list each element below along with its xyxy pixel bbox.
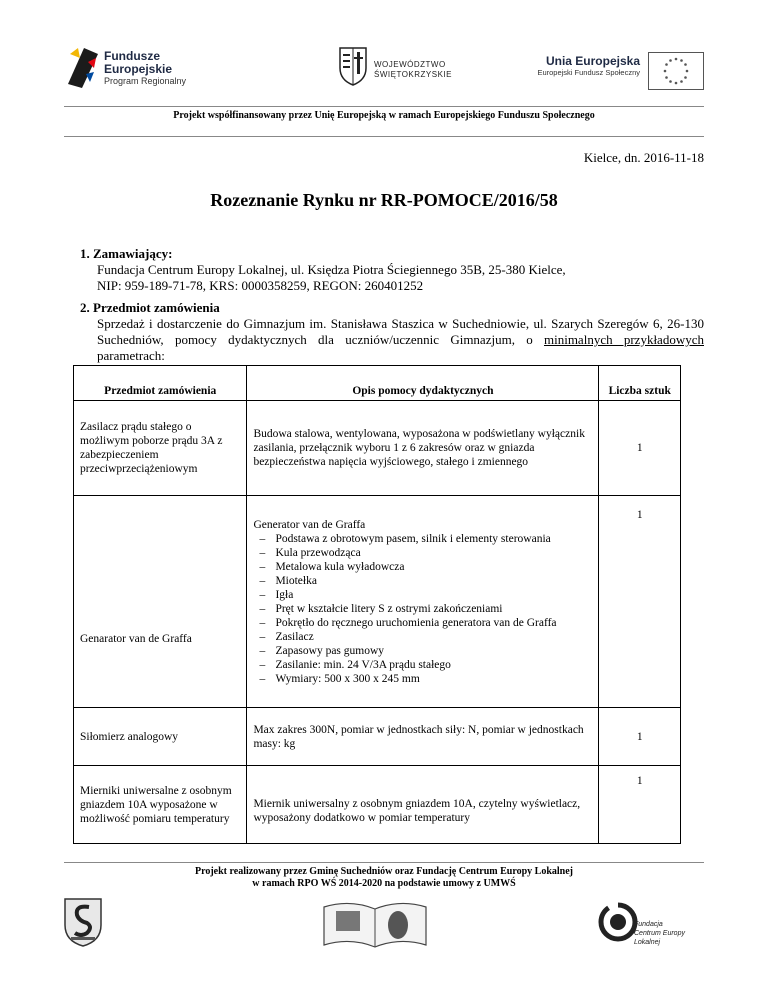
section-zamawiajacy bbox=[80, 246, 704, 294]
generator-components-list bbox=[253, 532, 592, 686]
section2-heading: 2. Przedmiot zamówienia bbox=[80, 300, 220, 315]
list-item: – Zasilanie: min. 24 V/3A prądu stałego bbox=[275, 658, 592, 672]
footer-line2: w ramach RPO WŚ 2014-2020 na podstawie umowy z UMWŚ bbox=[252, 878, 516, 889]
table-row bbox=[74, 766, 681, 844]
section-przedmiot bbox=[80, 300, 704, 364]
wojewodztwo-line1: WOJEWÓDZTWO bbox=[374, 60, 446, 69]
list-item: – Metalowa kula wyładowcza bbox=[275, 560, 592, 574]
row-qty: 1 bbox=[599, 708, 681, 766]
list-item: – Zapasowy pas gumowy bbox=[275, 644, 592, 658]
section2-underlined: minimalnych przykładowych bbox=[543, 332, 704, 347]
header-divider-bottom bbox=[64, 136, 704, 137]
list-item: – Miotełka bbox=[275, 574, 592, 588]
fundusze-line1: Fundusze bbox=[104, 49, 160, 63]
table-header-row bbox=[74, 366, 681, 401]
cofinancing-note: Projekt współfinansowany przez Unię Europejską w ramach Europejskiego Funduszu Społecznego bbox=[173, 110, 595, 121]
fcel-line2: Centrum Europy Lokalnej bbox=[634, 930, 685, 946]
header-opis: Opis pomocy dydaktycznych bbox=[247, 366, 599, 401]
fundusze-line2: Europejskie bbox=[104, 62, 173, 76]
ue-line2: Europejski Fundusz Społeczny bbox=[537, 68, 640, 77]
fundusze-europejskie-logo bbox=[66, 44, 216, 94]
row-qty: 1 bbox=[599, 766, 681, 844]
footer-note bbox=[64, 866, 704, 890]
coat-of-arms-icon bbox=[338, 46, 368, 86]
header-przedmiot: Przedmiot zamówienia bbox=[74, 366, 247, 401]
list-item: – Zasilacz bbox=[275, 630, 592, 644]
row-name: Zasilacz prądu stałego o możliwym poborze prądu 3A z zabezpieczeniem przeciwprzeciążeniowym bbox=[74, 401, 247, 496]
fcel-line1: Fundacja bbox=[634, 921, 663, 928]
ue-line1: Unia Europejska bbox=[545, 54, 640, 68]
document-date: Kielce, dn. 2016-11-18 bbox=[583, 150, 704, 165]
footer-divider bbox=[64, 862, 704, 863]
row-name: Genarator van de Graffa bbox=[74, 496, 247, 708]
suchedniow-crest-logo bbox=[63, 897, 103, 947]
header-liczba: Liczba sztuk bbox=[599, 366, 681, 401]
row-qty: 1 bbox=[599, 401, 681, 496]
footer-line1: Projekt realizowany przez Gminę Suchedniów oraz Fundację Centrum Europy Lokalnej bbox=[194, 866, 574, 877]
wojewodztwo-line2: ŚWIĘTOKRZYSKIE bbox=[374, 70, 452, 79]
table-row bbox=[74, 401, 681, 496]
row-desc: Generator van de Graffa – Podstawa z obrotowym pasem, silnik i elementy sterowania – Kula przewodząca – Metalowa kula wyładowcza – Miotełka – Igła – Pręt w kształcie litery S z ostrymi zakończeniami – Pokrętło do ręcznego uruchomienia generatora van de Graffa – Zasilacz – Zapasowy pas gumowy – Zasilanie: min. 24 V/3A prądu stałego – Wymiary: 500 x 300 x 245 mm bbox=[247, 496, 599, 708]
book-logo bbox=[320, 895, 430, 950]
list-item: – Wymiary: 500 x 300 x 245 mm bbox=[275, 672, 592, 686]
wojewodztwo-logo bbox=[336, 46, 486, 90]
row-qty: 1 bbox=[599, 496, 681, 708]
list-item: – Kula przewodząca bbox=[275, 546, 592, 560]
fcel-logo bbox=[598, 900, 710, 950]
header-divider-top bbox=[64, 106, 704, 107]
list-item: – Pręt w kształcie litery S z ostrymi zakończeniami bbox=[275, 602, 592, 616]
eu-flag-icon bbox=[648, 52, 704, 90]
table-row bbox=[74, 708, 681, 766]
fundusze-europejskie-mark-icon bbox=[66, 44, 100, 88]
list-item: – Pokrętło do ręcznego uruchomienia generatora van de Graffa bbox=[275, 616, 592, 630]
section1-line1: Fundacja Centrum Europy Lokalnej, ul. Księdza Piotra Ściegiennego 35B, 25-380 Kielce, bbox=[97, 262, 566, 277]
section1-line2: NIP: 959-189-71-78, KRS: 0000358259, REGON: 260401252 bbox=[97, 278, 424, 293]
row-name: Mierniki uniwersalne z osobnym gniazdem 10A wyposażone w możliwość pomiaru temperatury bbox=[74, 766, 247, 844]
suchedniow-crest-icon bbox=[63, 897, 103, 947]
items-table bbox=[73, 365, 681, 844]
document-title: Rozeznanie Rynku nr RR-POMOCE/2016/58 bbox=[210, 190, 558, 210]
unia-europejska-logo bbox=[520, 44, 720, 90]
fcel-circle-icon bbox=[598, 902, 638, 942]
list-item: – Igła bbox=[275, 588, 592, 602]
table-row bbox=[74, 496, 681, 708]
row-desc: Max zakres 300N, pomiar w jednostkach siły: N, pomiar w jednostkach masy: kg bbox=[247, 708, 599, 766]
open-book-icon bbox=[320, 895, 430, 950]
section2-text: Sprzedaż i dostarczenie do Gimnazjum im. Stanisława Staszica w Suchedniowie, ul. Szarych Szeregów 6, 26-130 Suchedniów, pomocy dydaktycznych dla uczniów/uczennic Gimnazjum, o minimalnych przykładowych parametrach: bbox=[97, 316, 704, 363]
section1-heading: 1. Zamawiający: bbox=[80, 246, 173, 261]
row-desc: Miernik uniwersalny z osobnym gniazdem 10A, czytelny wyświetlacz, wyposażony dodatkowo w pomiar temperatury bbox=[247, 766, 599, 844]
fundusze-line3: Program Regionalny bbox=[104, 76, 187, 86]
list-item: – Podstawa z obrotowym pasem, silnik i elementy sterowania bbox=[275, 532, 592, 546]
row-name: Siłomierz analogowy bbox=[74, 708, 247, 766]
row-desc: Budowa stalowa, wentylowana, wyposażona w podświetlany wyłącznik zasilania, przełącznik wyboru 1 z 6 zakresów oraz w gniazda bezpieczeństwa napięcia wyjściowego, stałego i zmiennego bbox=[247, 401, 599, 496]
